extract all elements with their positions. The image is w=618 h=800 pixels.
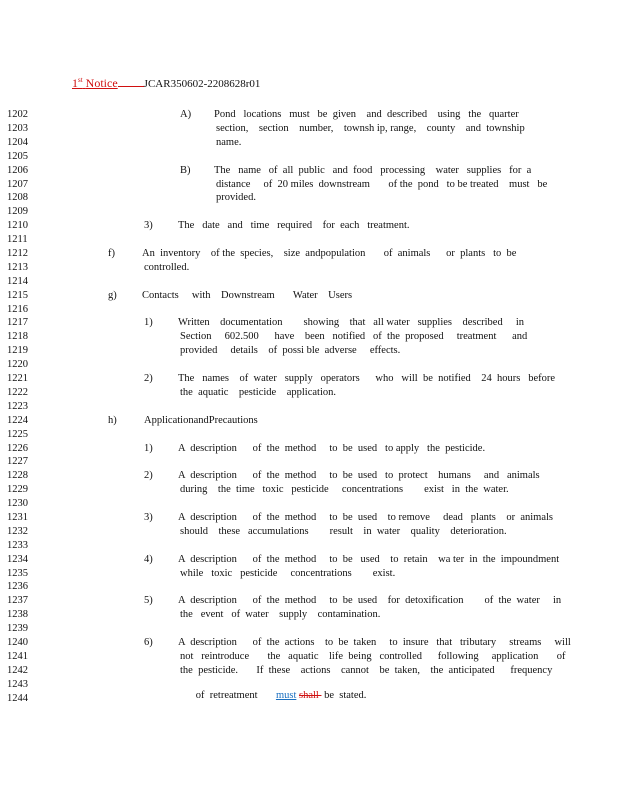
notice-word: Notice	[85, 76, 118, 90]
body-line: Section 602.500 have been notified of the proposed treatment and	[180, 331, 528, 342]
item-label-h2: 2)	[144, 470, 153, 481]
line-number: 1213	[7, 262, 28, 273]
body-line: not reintroduce the aquatic life being controlled following application of	[180, 651, 566, 662]
line-number: 1207	[7, 179, 28, 190]
body-line-revision	[180, 679, 366, 712]
notice-underline-gap	[118, 78, 144, 87]
item-label-h3: 3)	[144, 512, 153, 523]
body-line: the pesticide. If these actions cannot be taken, the anticipated frequency	[180, 665, 553, 676]
body-line: A description of the method to be used to retain wa ter in the impoundment	[178, 554, 560, 565]
line-number: 1210	[7, 220, 28, 231]
line-number: 1211	[7, 234, 28, 245]
line-number: 1239	[7, 623, 28, 634]
body-line: A description of the method to be used to apply the pesticide.	[178, 443, 486, 454]
line-number: 1236	[7, 581, 28, 592]
body-line: distance of 20 miles downstream of the pond to be treated must be	[216, 179, 548, 190]
body-line: controlled.	[144, 262, 190, 273]
deleted-text: shall	[298, 690, 322, 701]
line-number: 1237	[7, 595, 28, 606]
body-line: ApplicationandPrecautions	[144, 415, 258, 426]
line-number: 1238	[7, 609, 28, 620]
item-label-h4: 4)	[144, 554, 153, 565]
line-number: 1202	[7, 109, 28, 120]
body-line: The name of all public and food processing water supplies for a	[214, 165, 532, 176]
line-number: 1205	[7, 151, 28, 162]
line-number: 1222	[7, 387, 28, 398]
notice-number: 1	[72, 76, 78, 90]
line-number: 1243	[7, 679, 28, 690]
body-line: the event of water supply contamination.	[180, 609, 381, 620]
line-number: 1230	[7, 498, 28, 509]
line-number: 1204	[7, 137, 28, 148]
item-label-g: g)	[108, 290, 117, 301]
body-line: the aquatic pesticide application.	[180, 387, 336, 398]
line-number: 1224	[7, 415, 28, 426]
line-number: 1232	[7, 526, 28, 537]
line-number: 1221	[7, 373, 28, 384]
line-number: 1241	[7, 651, 28, 662]
body-line: provided details of possi ble adverse effects.	[180, 345, 401, 356]
line-number: 1203	[7, 123, 28, 134]
item-label-a: A)	[180, 109, 192, 120]
line-number: 1220	[7, 359, 28, 370]
item-label-g1: 1)	[144, 317, 153, 328]
item-label-h5: 5)	[144, 595, 153, 606]
item-label-h: h)	[108, 415, 117, 426]
body-line: name.	[216, 137, 242, 148]
line-number: 1231	[7, 512, 28, 523]
line-number: 1209	[7, 206, 28, 217]
item-label-f: f)	[108, 248, 115, 259]
item-label-g2: 2)	[144, 373, 153, 384]
line-number: 1242	[7, 665, 28, 676]
item-label-b: B)	[180, 165, 191, 176]
page-header	[72, 76, 260, 91]
line-number: 1240	[7, 637, 28, 648]
line-number: 1216	[7, 304, 28, 315]
revision-line-text-end: be stated.	[321, 690, 367, 701]
line-number: 1229	[7, 484, 28, 495]
line-number: 1208	[7, 192, 28, 203]
body-line: Written documentation showing that all water supplies described in	[178, 317, 525, 328]
notice-label	[72, 76, 118, 90]
document-id: JCAR350602-2208628r01	[143, 78, 261, 90]
line-number: 1218	[7, 331, 28, 342]
body-line: An inventory of the species, size andpopulation of animals or plants to be	[142, 248, 517, 259]
body-line: A description of the method to be used to protect humans and animals	[178, 470, 540, 481]
line-number: 1227	[7, 456, 28, 467]
line-number: 1217	[7, 317, 28, 328]
body-line: while toxic pesticide concentrations exist.	[180, 568, 396, 579]
body-line: during the time toxic pesticide concentrations exist in the water.	[180, 484, 509, 495]
line-number: 1228	[7, 470, 28, 481]
body-line: Pond locations must be given and described using the quarter	[214, 109, 519, 120]
line-number: 1215	[7, 290, 28, 301]
line-number: 1244	[7, 693, 28, 704]
item-label-3: 3)	[144, 220, 153, 231]
body-line: provided.	[216, 192, 256, 203]
line-number: 1226	[7, 443, 28, 454]
body-line: The date and time required for each treatment.	[178, 220, 410, 231]
body-line: section, section number, townsh ip, range, county and township	[216, 123, 525, 134]
line-number: 1206	[7, 165, 28, 176]
body-line: The names of water supply operators who will be notified 24 hours before	[178, 373, 556, 384]
line-number: 1225	[7, 429, 28, 440]
line-number: 1234	[7, 554, 28, 565]
body-line: A description of the actions to be taken to insure that tributary streams will	[178, 637, 571, 648]
line-number: 1219	[7, 345, 28, 356]
line-number: 1223	[7, 401, 28, 412]
notice-superscript: st	[78, 76, 83, 84]
revision-line-text: of retreatment	[195, 690, 276, 701]
body-line: A description of the method to be used for detoxification of the water in	[178, 595, 562, 606]
line-number: 1233	[7, 540, 28, 551]
body-line: Contacts with Downstream Water Users	[142, 290, 353, 301]
body-line: should these accumulations result in water quality deterioration.	[180, 526, 507, 537]
line-number: 1212	[7, 248, 28, 259]
item-label-h1: 1)	[144, 443, 153, 454]
line-number: 1214	[7, 276, 28, 287]
item-label-h6: 6)	[144, 637, 153, 648]
line-number: 1235	[7, 568, 28, 579]
inserted-text: must	[275, 690, 297, 701]
body-line: A description of the method to be used to remove dead plants or animals	[178, 512, 554, 523]
